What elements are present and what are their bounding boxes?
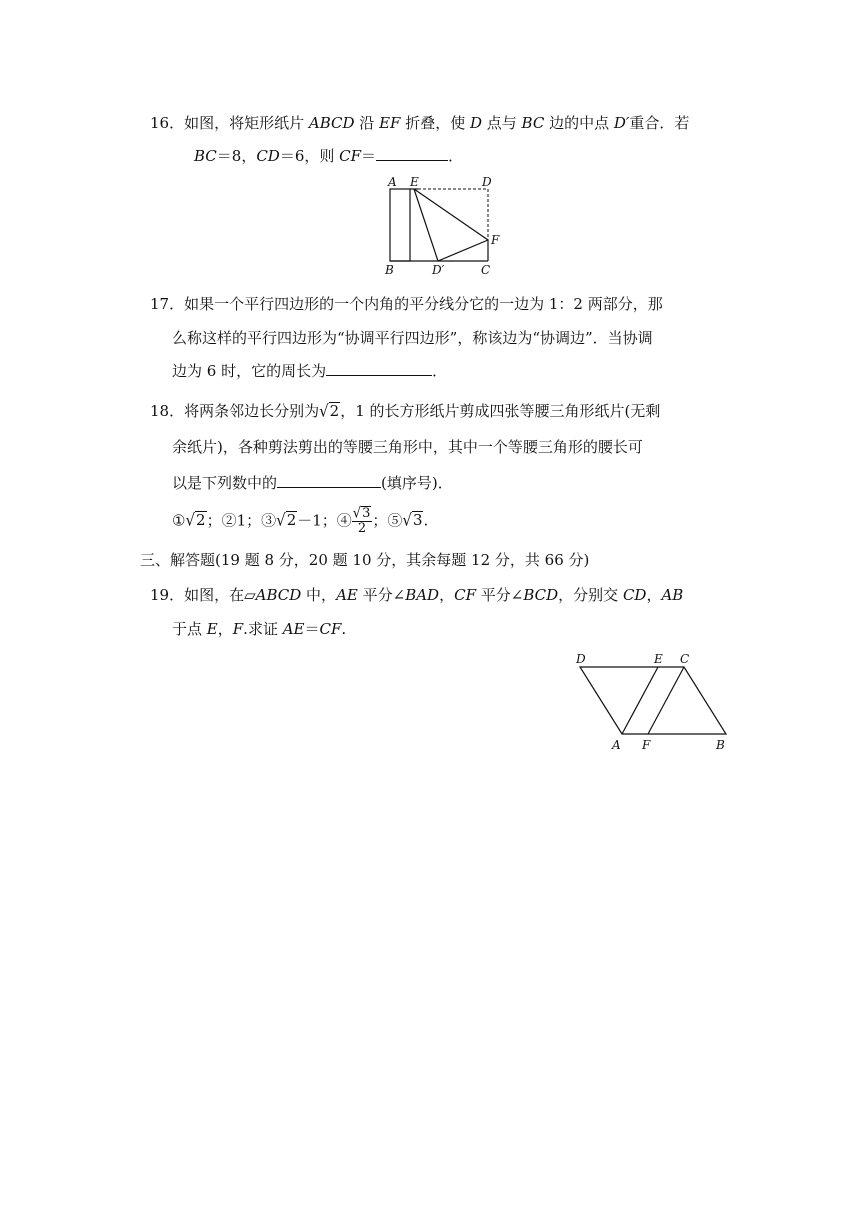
q16-fold-EF [414, 189, 488, 240]
q19-math: CF [319, 620, 342, 638]
q19-label-C: C [680, 652, 690, 666]
q19-text: 如图，在▱ [184, 586, 256, 604]
q16-fold-ED [414, 189, 438, 261]
q16-number: 16． [150, 114, 185, 132]
q19-text: 中， [301, 586, 337, 604]
q18-sqrt-radicand: 2 [196, 511, 206, 530]
q18-text: 余纸片)，各种剪法剪出的等腰三角形中，其中一个等腰三角形的腰长可 [172, 438, 643, 456]
q19-line2 [172, 620, 346, 638]
q18-sqrt: √3 [402, 510, 423, 531]
q19-text: 平分∠ [476, 586, 524, 604]
q18-text: －1；④ [297, 511, 352, 530]
q19-figure [568, 648, 738, 756]
q18-text: ； [206, 511, 222, 530]
q16-text: ＝6，则 [279, 147, 340, 165]
q18-text: ；⑤ [372, 511, 403, 530]
q16-label-A: A [388, 175, 397, 189]
q18-sqrt-radicand: 3 [412, 511, 423, 530]
q18-text: ②1；③ [221, 511, 277, 530]
q16-math: ABCD [308, 114, 355, 132]
q16-math: CD [256, 147, 280, 165]
q16-math: BC [194, 147, 217, 165]
q17-text: 边为 6 时，它的周长为 [172, 362, 327, 380]
q19-math: BCD [523, 586, 559, 604]
q16-math: D′ [613, 114, 630, 132]
q18-fraction: $\frac{√3}{2}$ [352, 505, 371, 537]
q19-segment-AE [622, 667, 658, 734]
q16-line2 [194, 146, 463, 165]
q18-sqrt-radicand: 3 [362, 506, 371, 521]
q19-text: ， [439, 586, 455, 604]
q19-line1 [150, 586, 683, 604]
q18-sqrt-radicand: 2 [329, 402, 340, 420]
q16-text: ． [448, 147, 464, 165]
q19-label-B: B [716, 738, 725, 752]
q19-text: . [341, 620, 347, 638]
q16-text: ＝ [361, 147, 377, 165]
q17-line3 [172, 361, 447, 380]
q19-math: AB [661, 586, 684, 604]
q18-answer-blank[interactable] [277, 473, 381, 488]
q16-text: 沿 [354, 114, 380, 132]
q17-text: 如果一个平行四边形的一个内角的平分线分它的一边为 1：2 两部分，那 [184, 295, 663, 313]
q19-text: ， [646, 586, 662, 604]
q16-label-E: E [410, 175, 419, 189]
q17-text: ． [432, 362, 448, 380]
q18-fraction-denominator: 2 [357, 521, 367, 537]
q18-text: . [423, 511, 429, 530]
q19-label-F: F [642, 738, 651, 752]
q19-text: ，分别交 [558, 586, 623, 604]
q18-text: ，1 的长方形纸片剪成四张等腰三角形纸片(无剩 [340, 402, 661, 420]
q19-math: CD [622, 586, 647, 604]
q16-label-F: F [491, 233, 500, 247]
q16-text: 折叠，使 [400, 114, 470, 132]
q18-number: 18． [150, 402, 185, 420]
q18-sqrt: √2 [185, 510, 206, 531]
q17-line2 [172, 329, 653, 347]
q16-figure [380, 174, 510, 278]
q16-text: ＝8， [216, 147, 257, 165]
q16-math: BC [521, 114, 545, 132]
q16-text: 重合．若 [629, 114, 690, 132]
q18-option-mark: ① [172, 511, 186, 530]
q16-rect-left [390, 189, 410, 261]
q16-answer-blank[interactable] [376, 146, 448, 161]
q16-math: CF [339, 147, 362, 165]
q19-text: 平分∠ [357, 586, 406, 604]
q16-label-D: D [482, 175, 492, 189]
q17-answer-blank[interactable] [326, 361, 432, 376]
q18-line2 [172, 438, 643, 456]
q17-number: 17． [150, 295, 185, 313]
q16-text: 如图，将矩形纸片 [184, 114, 309, 132]
q18-options [172, 506, 428, 537]
q19-math: CF [454, 586, 476, 604]
q16-text: 点与 [482, 114, 522, 132]
q19-text: ＝ [304, 620, 320, 638]
q19-math: ABCD [255, 586, 302, 604]
q19-text: 于点 [172, 620, 207, 638]
q19-math: BAD [405, 586, 440, 604]
q16-fold-DF [438, 240, 488, 261]
q17-text: 么称这样的平行四边形为“协调平行四边形”，称该边为“协调边”．当协调 [172, 329, 653, 347]
q18-line1 [150, 402, 660, 420]
q19-label-A: A [612, 738, 621, 752]
q16-line1 [150, 114, 689, 132]
q19-segment-CF [648, 667, 684, 734]
q16-text: 边的中点 [544, 114, 614, 132]
q16-label-C: C [481, 263, 491, 277]
q19-math: AE [336, 586, 358, 604]
q18-text: 将两条邻边长分别为 [184, 402, 320, 420]
q19-label-D: D [576, 652, 586, 666]
q18-text: 以是下列数中的 [172, 474, 278, 492]
q19-math: AE [282, 620, 305, 638]
q18-text: (填序号)． [381, 474, 453, 492]
q18-sqrt: √2 [276, 510, 297, 531]
q18-sqrt-radicand: 2 [286, 511, 297, 530]
q19-text: ， [217, 620, 233, 638]
q16-math: D [469, 114, 482, 132]
q18-sqrt: √2 [319, 401, 340, 421]
section3-title: 三、解答题(19 题 8 分，20 题 10 分，其余每题 12 分，共 66 分) [140, 551, 590, 569]
q18-line3 [172, 473, 453, 492]
q16-label-B: B [385, 263, 394, 277]
q16-label-Dp: D′ [432, 263, 445, 277]
q19-number: 19． [150, 586, 185, 604]
q19-math: E [206, 620, 218, 638]
q19-text: .求证 [243, 620, 283, 638]
q19-label-E: E [654, 652, 663, 666]
q16-math: EF [379, 114, 401, 132]
q17-line1 [150, 295, 663, 313]
q19-math: F [232, 620, 244, 638]
